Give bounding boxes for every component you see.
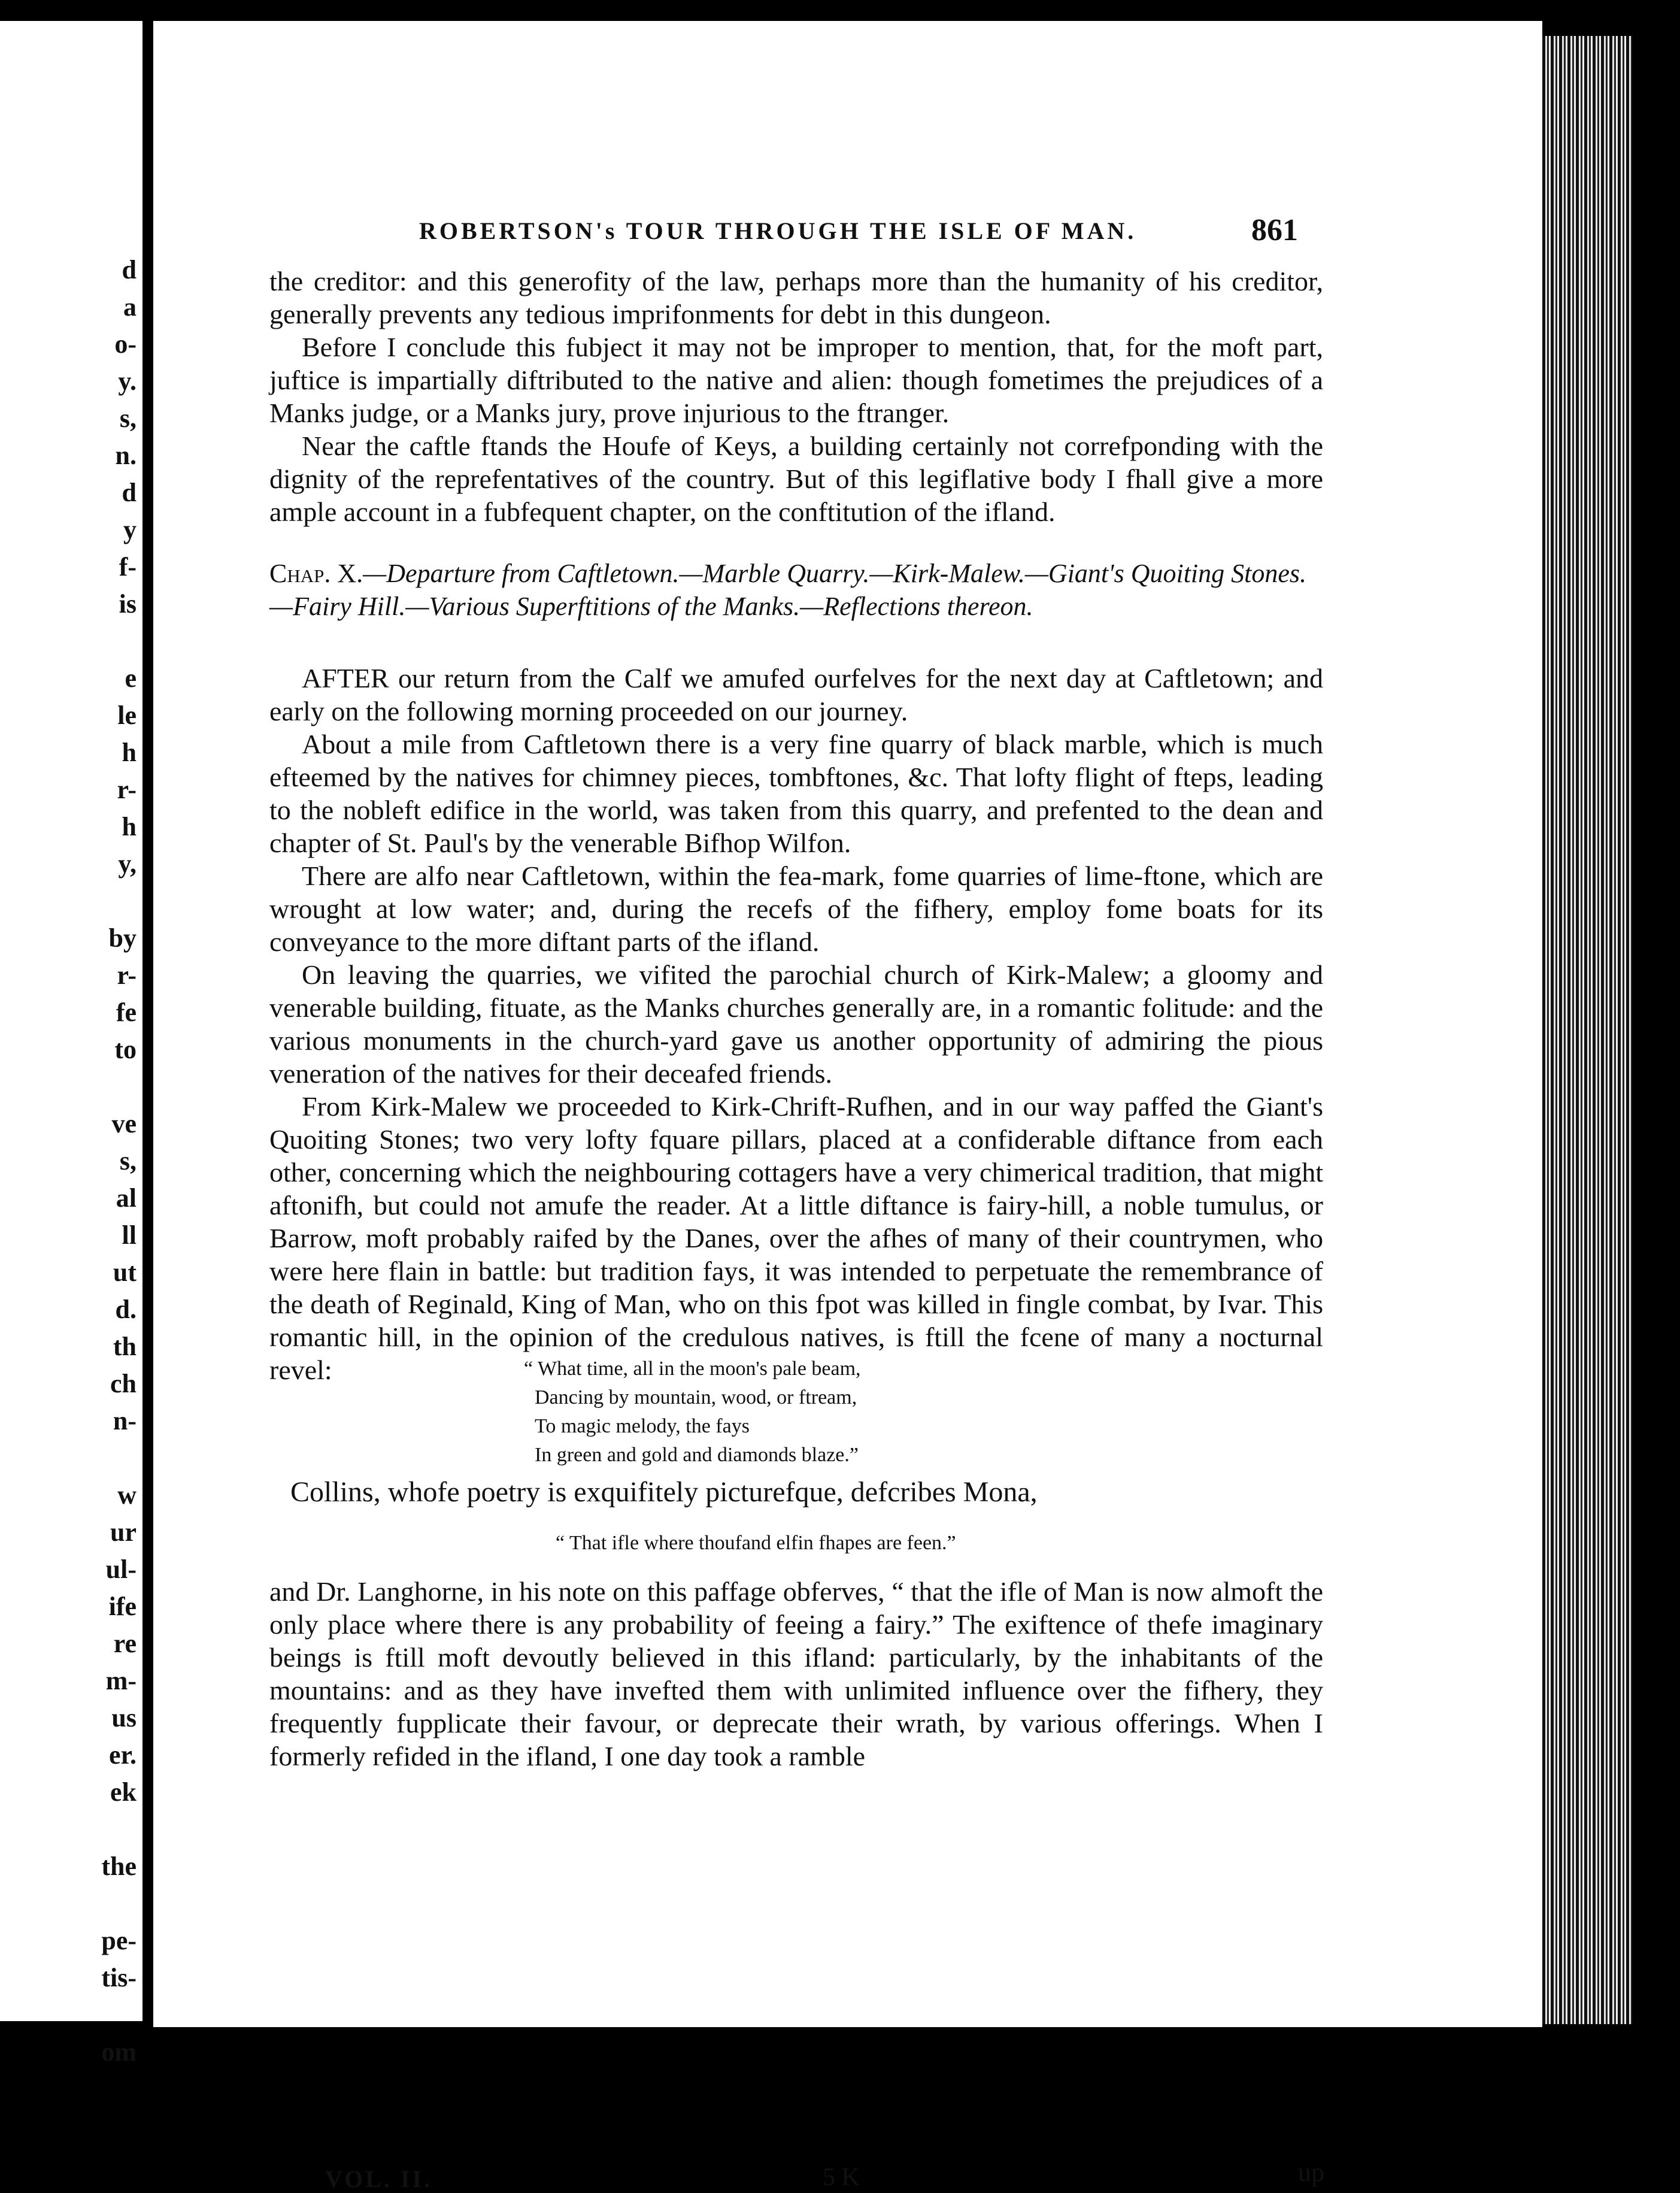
margin-fragment: a: [123, 292, 137, 322]
chapter-body: [269, 662, 1323, 1386]
margin-fragment: r-: [117, 961, 137, 990]
margin-fragment: ut: [113, 1258, 137, 1287]
verse-line: In green and gold and diamonds blaze.”: [535, 1444, 859, 1466]
paragraph: Near the caftle ftands the Houfe of Keys, a building certainly not correfponding with the dignity of the reprefentatives of the country. But of this legiflative body I fhall give a more ample account in a fubfequent chapter, on the conftitution of the ifland.: [269, 431, 1323, 527]
margin-fragment: w: [117, 1480, 137, 1510]
margin-fragment: om: [101, 2037, 137, 2067]
margin-fragment: [0, 1068, 142, 1105]
margin-fragment: ek: [110, 1777, 137, 1807]
closing-text: [269, 1575, 1323, 1773]
margin-fragment: y,: [118, 849, 137, 879]
margin-fragment: s,: [119, 1146, 137, 1176]
margin-fragment: s,: [119, 404, 137, 433]
verse-line: “ What time, all in the moon's pale beam,: [524, 1358, 861, 1380]
margin-fragment: by: [108, 923, 137, 953]
margin-fragment: pe-: [101, 1926, 137, 1955]
margin-fragment: to: [114, 1035, 137, 1064]
margin-fragment: r-: [117, 775, 137, 804]
margin-fragment: [0, 883, 142, 920]
signature-mark: 5 K: [823, 2164, 860, 2191]
margin-fragment: y: [123, 515, 137, 544]
margin-fragment: le: [117, 701, 137, 730]
margin-fragment: y.: [118, 366, 137, 396]
margin-fragment: is: [119, 589, 137, 619]
margin-fragment: ur: [110, 1517, 137, 1547]
margin-fragment: h: [122, 812, 137, 841]
collins-quotation: “ That ifle where thoufand elfin fhapes are feen.”: [556, 1532, 956, 1554]
page-number: 861: [1251, 213, 1298, 247]
margin-fragment: h: [122, 738, 137, 767]
paragraph: the creditor: and this generofity of the law, perhaps more than the humanity of his creditor, generally prevents any tedious imprifonments for debt in this dungeon.: [269, 266, 1323, 329]
margin-fragment: fe: [116, 998, 137, 1027]
margin-fragment: tis-: [101, 1963, 137, 1992]
chapter-heading: [269, 557, 1311, 623]
paragraph: From Kirk-Malew we proceeded to Kirk-Chrift-Rufhen, and in our way paffed the Giant's Quoiting Stones; two very lofty fquare pillars, placed at a confiderable diftance from each other, concerning which the neighbouring cottagers have a very chimerical tradition, that might aftonifh, but could not amufe the reader. At a little diftance is fairy-hill, a noble tumulus, or Barrow, moft probably raifed by the Danes, over the afhes of many of their countrymen, who were here flain in battle: but tradition fays, it was intended to perpetuate the remembrance of the death of Reginald, King of Man, who on this fpot was killed in fingle combat, by Ivar. This romantic hill, in the opinion of the credulous natives, is ftill the fcene of many a nocturnal revel:: [269, 1091, 1323, 1385]
margin-fragment: th: [113, 1332, 137, 1361]
paragraph: and Dr. Langhorne, in his note on this paffage obferves, “ that the ifle of Man is now almoft the only place where there is any probability of feeing a fairy.” The exiftence of thefe imaginary beings is ftill moft devoutly believed in this ifland: particularly, by the inhabitants of the mountains: and as they have invefted them with unlimited influence over the fifhery, they frequently fupplicate their favour, or deprecate their wrath, by various offerings. When I formerly refided in the ifland, I one day took a ramble: [269, 1576, 1323, 1771]
margin-fragment: d: [122, 478, 137, 507]
facing-page-fragments: [0, 252, 142, 2071]
margin-fragment: n-: [113, 1406, 137, 1435]
running-head: ROBERTSON's TOUR THROUGH THE ISLE OF MAN.: [419, 217, 1137, 244]
volume-marker: VOL. II.: [325, 2165, 433, 2192]
gutter: [142, 0, 153, 2074]
margin-fragment: [0, 1811, 142, 1848]
verse-line: Dancing by mountain, wood, or ftream,: [535, 1386, 857, 1409]
verse-line: To magic melody, the fays: [535, 1415, 750, 1437]
paragraph: About a mile from Caftletown there is a very fine quarry of black marble, which is much efteemed by the natives for chimney pieces, tombftones, &c. That lofty flight of fteps, leading to the nobleft edifice in the world, was taken from this quarry, and prefented to the dean and chapter of St. Paul's by the venerable Bifhop Wilfon.: [269, 729, 1323, 858]
margin-fragment: ll: [122, 1220, 137, 1250]
page-fore-edge: [1542, 36, 1632, 2024]
margin-fragment: d.: [115, 1295, 137, 1324]
margin-fragment: ife: [108, 1592, 137, 1621]
chapter-title: —Departure from Caftletown.—Marble Quarry.—Kirk-Malew.—Giant's Quoiting Stones.—Fairy Hill.—Various Superftitions of the Manks.—Reflections thereon.: [269, 559, 1307, 621]
margin-fragment: e: [125, 664, 137, 693]
margin-fragment: d: [122, 255, 137, 284]
paragraph: On leaving the quarries, we vifited the parochial church of Kirk-Malew; a gloomy and venerable building, fituate, as the Manks churches generally are, in a romantic folitude: and the various monuments in the church-yard gave us another opportunity of admiring the pious veneration of the natives for their deceafed friends.: [269, 959, 1323, 1089]
margin-fragment: re: [113, 1629, 137, 1658]
margin-fragment: f-: [119, 552, 137, 581]
margin-fragment: [0, 1997, 142, 2034]
margin-fragment: [0, 623, 142, 660]
chapter-label: Chap. X.: [269, 559, 363, 588]
margin-fragment: ch: [110, 1369, 137, 1398]
margin-fragment: [0, 1440, 142, 1477]
margin-fragment: o-: [114, 329, 137, 359]
verse-quotation: [524, 1355, 861, 1470]
collins-line: Collins, whofe poetry is exquifitely picturefque, defcribes Mona,: [290, 1476, 1038, 1508]
paragraph: Before I conclude this fubject it may not be improper to mention, that, for the moft part, juftice is impartially diftributed to the native and alien: though fometimes the prejudices of a Manks judge, or a Manks jury, prove injurious to the ftranger.: [269, 332, 1323, 428]
paragraph: There are alfo near Caftletown, within the fea-mark, fome quarries of lime-ftone, which are wrought at low water; and, during the recefs of the fifhery, employ fome boats for its conveyance to the more diftant parts of the ifland.: [269, 861, 1323, 957]
catchword: up: [1298, 2158, 1324, 2187]
paragraph: AFTER our return from the Calf we amufed ourfelves for the next day at Caftletown; and early on the following morning proceeded on our journey.: [269, 663, 1323, 726]
margin-fragment: al: [116, 1183, 137, 1213]
margin-fragment: the: [101, 1852, 137, 1881]
margin-fragment: n.: [115, 441, 137, 470]
opening-text: [269, 265, 1323, 528]
margin-fragment: ve: [111, 1109, 137, 1138]
margin-fragment: er.: [108, 1740, 137, 1770]
margin-fragment: ul-: [105, 1555, 137, 1584]
margin-fragment: [0, 1885, 142, 1922]
margin-fragment: m-: [105, 1666, 137, 1695]
margin-fragment: us: [111, 1703, 137, 1732]
